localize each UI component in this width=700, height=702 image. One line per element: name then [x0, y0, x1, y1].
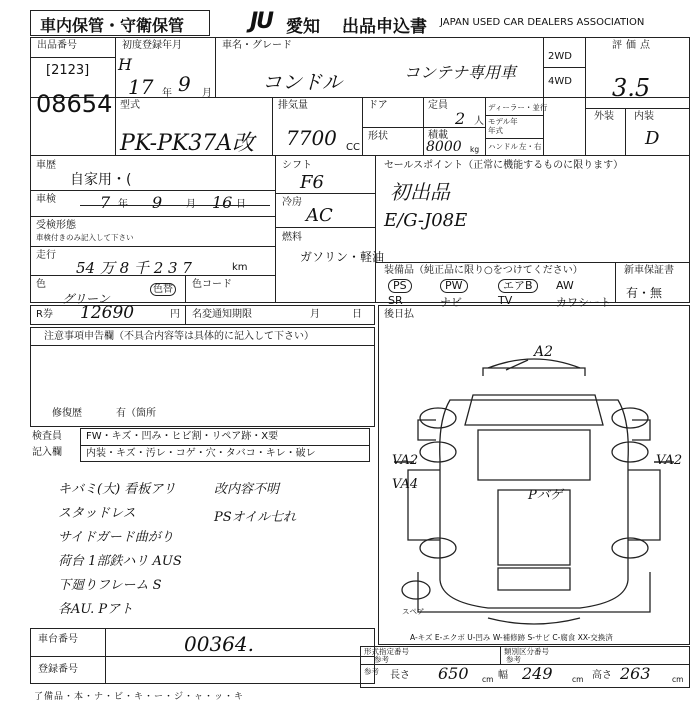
shift-label: シフト — [282, 160, 312, 171]
cc-label: CC — [346, 142, 360, 153]
note-line: 各AU. Pアト — [58, 602, 134, 617]
damage-legend: A-キズ E-エクボ U-凹み W-補修跡 S-サビ C-腐食 XX-交換済 — [410, 633, 613, 642]
body-shape-label: 形状 — [368, 131, 388, 142]
grade-value: コンテナ専用車 — [404, 63, 517, 82]
shift-value: F6 — [300, 172, 324, 193]
mileage-label: 走行 — [36, 250, 56, 261]
bottom-row: 了備品・本・ナ・ビ・キ・ー・ジ・ャ・ッ・キ — [34, 692, 245, 702]
front-bumper — [488, 359, 580, 368]
mileage-value: 54 万 8 千 2 3 7 — [76, 259, 192, 277]
dim-width-value: 249 — [522, 664, 553, 683]
fw-row: FW・キズ・凹み・ヒビ割・リペア跡・X要 — [86, 431, 279, 442]
drive-2wd-label: 2WD — [548, 51, 572, 62]
equipment-1-0: SR — [388, 294, 403, 307]
mark-center: Pバゲ — [528, 488, 563, 503]
km-label: km — [232, 262, 248, 273]
model-type-label: 型式 — [120, 100, 140, 111]
note-right-line: PSオイル七れ — [214, 510, 297, 525]
dim-width-label: 幅 — [498, 670, 508, 681]
mark-top: A2 — [534, 344, 554, 360]
history-value: 自家用・( — [70, 172, 132, 188]
wheel-front-right — [612, 408, 648, 428]
dim-ref-1: 参考 — [374, 655, 389, 664]
equipment-0-3: AW — [556, 279, 574, 292]
repair-area-label: 後日払 — [384, 309, 414, 320]
lot-number-label: 出品番号 — [37, 40, 77, 51]
shaken-day-value: 16 — [212, 193, 233, 212]
sales-line-1: 初出品 — [390, 180, 450, 204]
shaken-year-unit: 年 — [118, 199, 128, 210]
dim-class-label: 類別区分番号 — [504, 647, 549, 656]
doors-label: ドア — [368, 100, 388, 111]
wheel-front-left — [420, 408, 456, 428]
note-line: サイドガード曲がり — [58, 530, 174, 545]
interior-row: 内装・キズ・汚レ・コゲ・穴・タバコ・キレ・破レ — [86, 448, 316, 459]
shaken-month-value: 9 — [152, 193, 163, 212]
dim-ref-3: 参考 — [364, 667, 379, 676]
dim-width-cm: cm — [572, 675, 584, 684]
shaken-year-value: 7 — [100, 193, 111, 212]
r-ticket-label: R券 — [36, 309, 53, 320]
dim-length-label: 長さ — [390, 670, 410, 681]
receipt-note: 車検付きのみ記入して下さい — [36, 233, 134, 242]
wheel-rear-right — [612, 538, 648, 558]
r-ticket-value: 12690 — [80, 303, 135, 323]
color-code-label: 色コード — [192, 279, 232, 290]
handle-side-label: 左・右 — [519, 142, 542, 151]
capacity-label: 定員 — [428, 100, 448, 111]
model-type-value: PK-PK37A改 — [120, 131, 255, 156]
aircon-value: AC — [306, 205, 333, 226]
shaken-label: 車検 — [36, 194, 56, 205]
year-unit: 年 — [162, 88, 172, 99]
spare-wheel — [402, 581, 430, 599]
score-label: 評価点 — [612, 40, 654, 51]
chassis-label: 車台番号 — [38, 634, 78, 645]
score-value: 3.5 — [612, 74, 651, 102]
association-name: JAPAN USED CAR DEALERS ASSOCIATION — [440, 17, 645, 28]
load-value: 8000 — [426, 139, 462, 155]
name-change-day: 日 — [352, 309, 362, 320]
chassis-value: 00364. — [184, 632, 254, 656]
note-line: 下廻りフレーム S — [58, 578, 162, 593]
notes-title: 注意事項申告欄（不具合内容等は具体的に記入して下さい） — [44, 331, 314, 342]
lot-number: 08654 — [36, 90, 113, 118]
yen-label: 円 — [170, 309, 180, 320]
era-value: H — [118, 55, 132, 74]
fuel-label: 燃料 — [282, 232, 302, 243]
sales-point-label: セールスポイント（正常に機能するものに限ります） — [384, 160, 624, 171]
persons-label: 人 — [474, 116, 484, 127]
color-label: 色 — [36, 279, 46, 290]
dim-height-cm: cm — [672, 675, 684, 684]
repair-history-label: 修復歴 — [52, 408, 82, 419]
name-change-label: 名変通知期限 — [192, 309, 252, 320]
interior-score-value: D — [645, 128, 660, 149]
entry-field-label: 記入欄 — [32, 447, 62, 458]
dim-length-value: 650 — [438, 664, 469, 683]
dim-form-label: 形式指定番号 — [364, 647, 409, 656]
warranty-label: 新車保証書 — [624, 265, 674, 276]
aircon-label: 冷房 — [282, 197, 302, 208]
note-line: 荷台 1部鉄ハリ AUS — [58, 554, 182, 569]
model-grade-label: 車名・グレード — [222, 40, 292, 51]
equipment-label: 装備品（純正品に限り○をつけてください） — [384, 265, 583, 276]
exterior-label: 外装 — [594, 111, 614, 122]
mark-right: VA2 — [656, 453, 683, 468]
dealer-import-label: ディーラー・並行 — [488, 103, 548, 112]
note-line: キバミ(大) 看板アリ — [58, 482, 176, 497]
shaken-strike — [80, 205, 270, 206]
brand-name: 愛知 — [286, 17, 320, 37]
handle-label: ハンドル — [488, 142, 518, 151]
interior-label: 内装 — [634, 111, 654, 122]
model-year-label: モデル年 — [488, 117, 518, 126]
kg-label: kg — [470, 145, 480, 154]
equipment-0-1: PW — [440, 279, 468, 293]
history-label: 車歴 — [36, 160, 56, 171]
wheel-rear-left — [420, 538, 456, 558]
dim-height-value: 263 — [620, 664, 651, 683]
form-title: 出品申込書 — [342, 17, 427, 37]
fuel-value: ガソリン・軽油 — [300, 250, 385, 264]
load-label: 積載 — [428, 130, 448, 141]
equipment-1-1: ナビ — [440, 296, 462, 309]
ju-logo: JU — [250, 9, 273, 34]
equipment-1-3: カワシート — [556, 296, 611, 309]
note-right-line: 改内容不明 — [214, 482, 280, 497]
wheel-mid-right — [612, 442, 648, 462]
inspector-label: 検査員 — [32, 431, 62, 442]
month-unit: 月 — [202, 88, 212, 99]
shaken-day-unit: 日 — [236, 199, 246, 210]
name-change-month: 月 — [310, 309, 320, 320]
first-registration-label: 初度登録年月 — [122, 40, 182, 51]
reg-year-value: 17 — [128, 75, 154, 99]
wheel-mid-left — [420, 442, 456, 462]
year-label: 年式 — [488, 126, 503, 135]
rear-frame — [418, 572, 650, 612]
lot-code: [2123] — [46, 63, 90, 78]
drive-4wd-label: 4WD — [548, 76, 572, 87]
mark-left-2: VA4 — [392, 477, 419, 492]
color-tag: 色替 — [150, 283, 176, 296]
note-line: スタッドレス — [58, 506, 136, 521]
cab-outline — [440, 400, 629, 608]
mark-left-1: VA2 — [392, 453, 419, 468]
registration-label: 登録番号 — [38, 664, 78, 675]
warranty-options: 有・無 — [626, 286, 663, 300]
spare-label: スペア — [402, 607, 425, 616]
shaken-month-unit: 月 — [186, 199, 196, 210]
displacement-label: 排気量 — [278, 100, 308, 111]
equipment-0-0: PS — [388, 279, 412, 293]
dim-ref-2: 参考 — [506, 655, 521, 664]
dim-length-cm: cm — [482, 675, 494, 684]
capacity-value: 2 — [455, 109, 466, 128]
equipment-0-2: エアB — [498, 279, 538, 293]
sales-line-2: E/G-J08E — [384, 210, 468, 231]
dim-height-label: 高さ — [592, 670, 612, 681]
receipt-form-label: 受検形態 — [36, 220, 76, 231]
storage-title: 車内保管・守衛保管 — [40, 16, 185, 35]
car-name-value: コンドル — [262, 70, 342, 94]
equipment-1-2: TV — [498, 294, 513, 307]
repair-history-value: 有（箇所 — [116, 408, 156, 419]
displacement-value: 7700 — [286, 126, 337, 150]
color-value: グリーン — [62, 292, 110, 306]
reg-month-value: 9 — [178, 72, 191, 96]
